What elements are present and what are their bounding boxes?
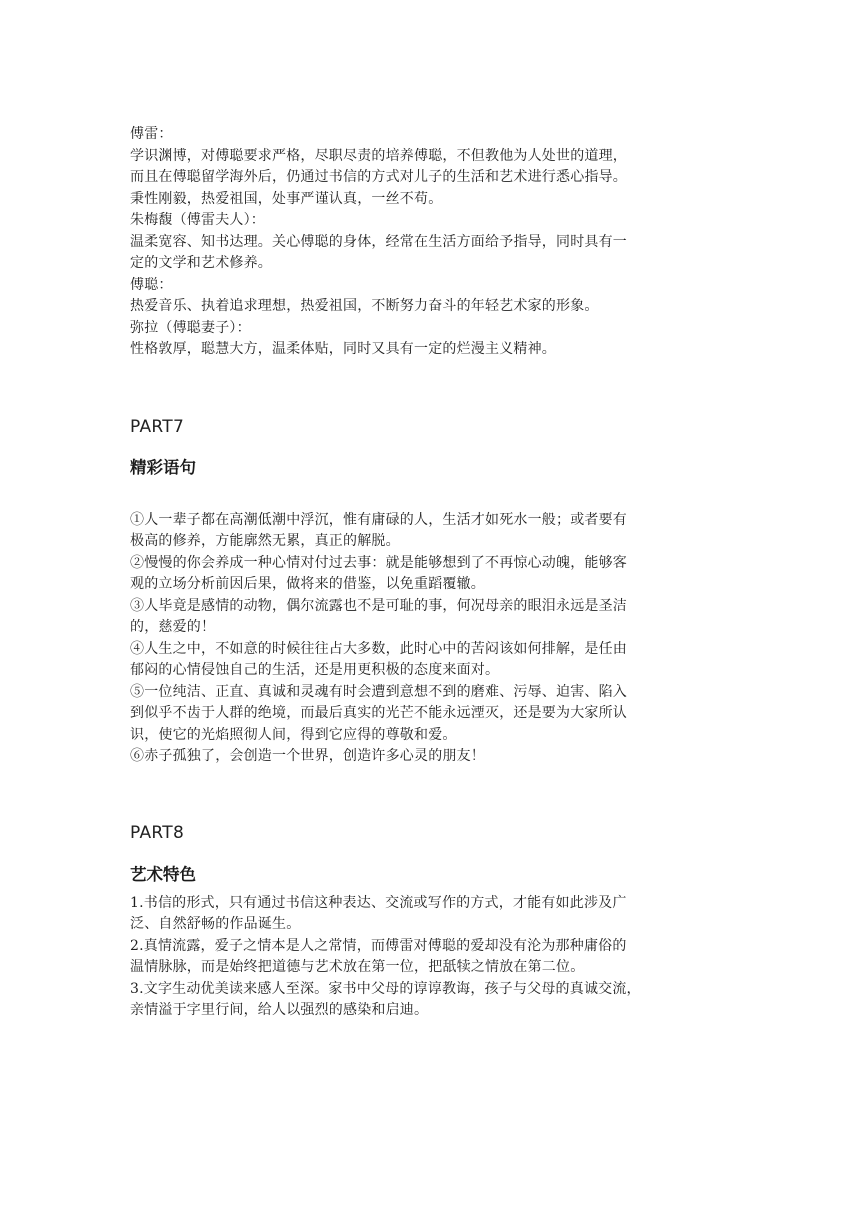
text-line: 识，使它的光焰照彻人间，得到它应得的尊敬和爱。 xyxy=(130,726,457,743)
text-line: 极高的修养，方能廓然无累，真正的解脱。 xyxy=(130,533,400,549)
text-line: 1.书信的形式，只有通过书信这种表达、交流或写作的方式，才能有如此涉及广 xyxy=(130,894,627,911)
quotes-section xyxy=(130,510,730,768)
part7-label: PART7 xyxy=(130,416,185,437)
document-page xyxy=(130,124,730,1022)
character-descriptions xyxy=(130,124,730,361)
text-line: 3.文字生动优美读来感人至深。家书中父母的谆谆教诲，孩子与父母的真诚交流， xyxy=(130,980,641,997)
text-line: 傅雷： xyxy=(130,126,173,142)
text-line: 弥拉（傅聪妻子）： xyxy=(130,319,251,336)
text-line: 朱梅馥（傅雷夫人）： xyxy=(130,212,265,228)
text-line: ②慢慢的你会养成一种心情对付过去事：就是能够想到了不再惊心动魄，能够客 xyxy=(130,554,627,571)
text-line: ①人一辈子都在高潮低潮中浮沉，惟有庸碌的人，生活才如死水一般；或者要有 xyxy=(130,511,627,528)
text-line: 观的立场分析前因后果，做将来的借鉴，以免重蹈覆辙。 xyxy=(130,576,485,592)
text-line: 的，慈爱的！ xyxy=(130,619,216,635)
text-line: 温情脉脉，而是始终把道德与艺术放在第一位，把舐犊之情放在第二位。 xyxy=(130,959,585,975)
text-line: 傅聪： xyxy=(130,276,173,293)
part8-label: PART8 xyxy=(130,822,185,843)
art-features-section xyxy=(130,893,730,1022)
part8-heading: 艺术特色 xyxy=(130,864,196,884)
text-line: 2.真情流露，爱子之情本是人之常情，而傅雷对傅聪的爱却没有沦为那种庸俗的 xyxy=(130,937,627,954)
text-line: 热爱音乐、执着追求理想，热爱祖国，不断努力奋斗的年轻艺术家的形象。 xyxy=(130,298,599,314)
text-line: 秉性刚毅，热爱祖国，处事严谨认真，一丝不苟。 xyxy=(130,190,443,207)
text-line: 到似乎不齿于人群的绝境，而最后真实的光芒不能永远湮灭，还是要为大家所认 xyxy=(130,705,627,721)
text-line: ③人毕竟是感情的动物，偶尔流露也不是可耻的事，何况母亲的眼泪永远是圣洁 xyxy=(130,597,627,614)
part7-heading: 精彩语句 xyxy=(130,457,196,477)
text-line: ⑤一位纯洁、正直、真诚和灵魂有时会遭到意想不到的磨难、污辱、迫害、陷入 xyxy=(130,683,627,700)
text-line: 温柔宽容、知书达理。关心傅聪的身体，经常在生活方面给予指导，同时具有一 xyxy=(130,233,627,250)
text-line: 泛、自然舒畅的作品诞生。 xyxy=(130,916,301,932)
text-line: 学识渊博，对傅聪要求严格，尽职尽责的培养傅聪，不但教他为人处世的道理， xyxy=(130,147,627,164)
text-line: ④人生之中，不如意的时候往往占大多数，此时心中的苦闷该如何排解，是任由 xyxy=(130,640,627,657)
text-line: ⑥赤子孤独了，会创造一个世界，创造许多心灵的朋友！ xyxy=(130,748,485,764)
text-line: 亲情溢于字里行间，给人以强烈的感染和启迪。 xyxy=(130,1002,429,1018)
text-line: 定的文学和艺术修养。 xyxy=(130,255,272,271)
text-line: 郁闷的心情侵蚀自己的生活，还是用更积极的态度来面对。 xyxy=(130,662,500,678)
text-line: 而且在傅聪留学海外后，仍通过书信的方式对儿子的生活和艺术进行悉心指导。 xyxy=(130,169,627,185)
text-line: 性格敦厚，聪慧大方，温柔体贴，同时又具有一定的烂漫主义精神。 xyxy=(130,341,556,357)
